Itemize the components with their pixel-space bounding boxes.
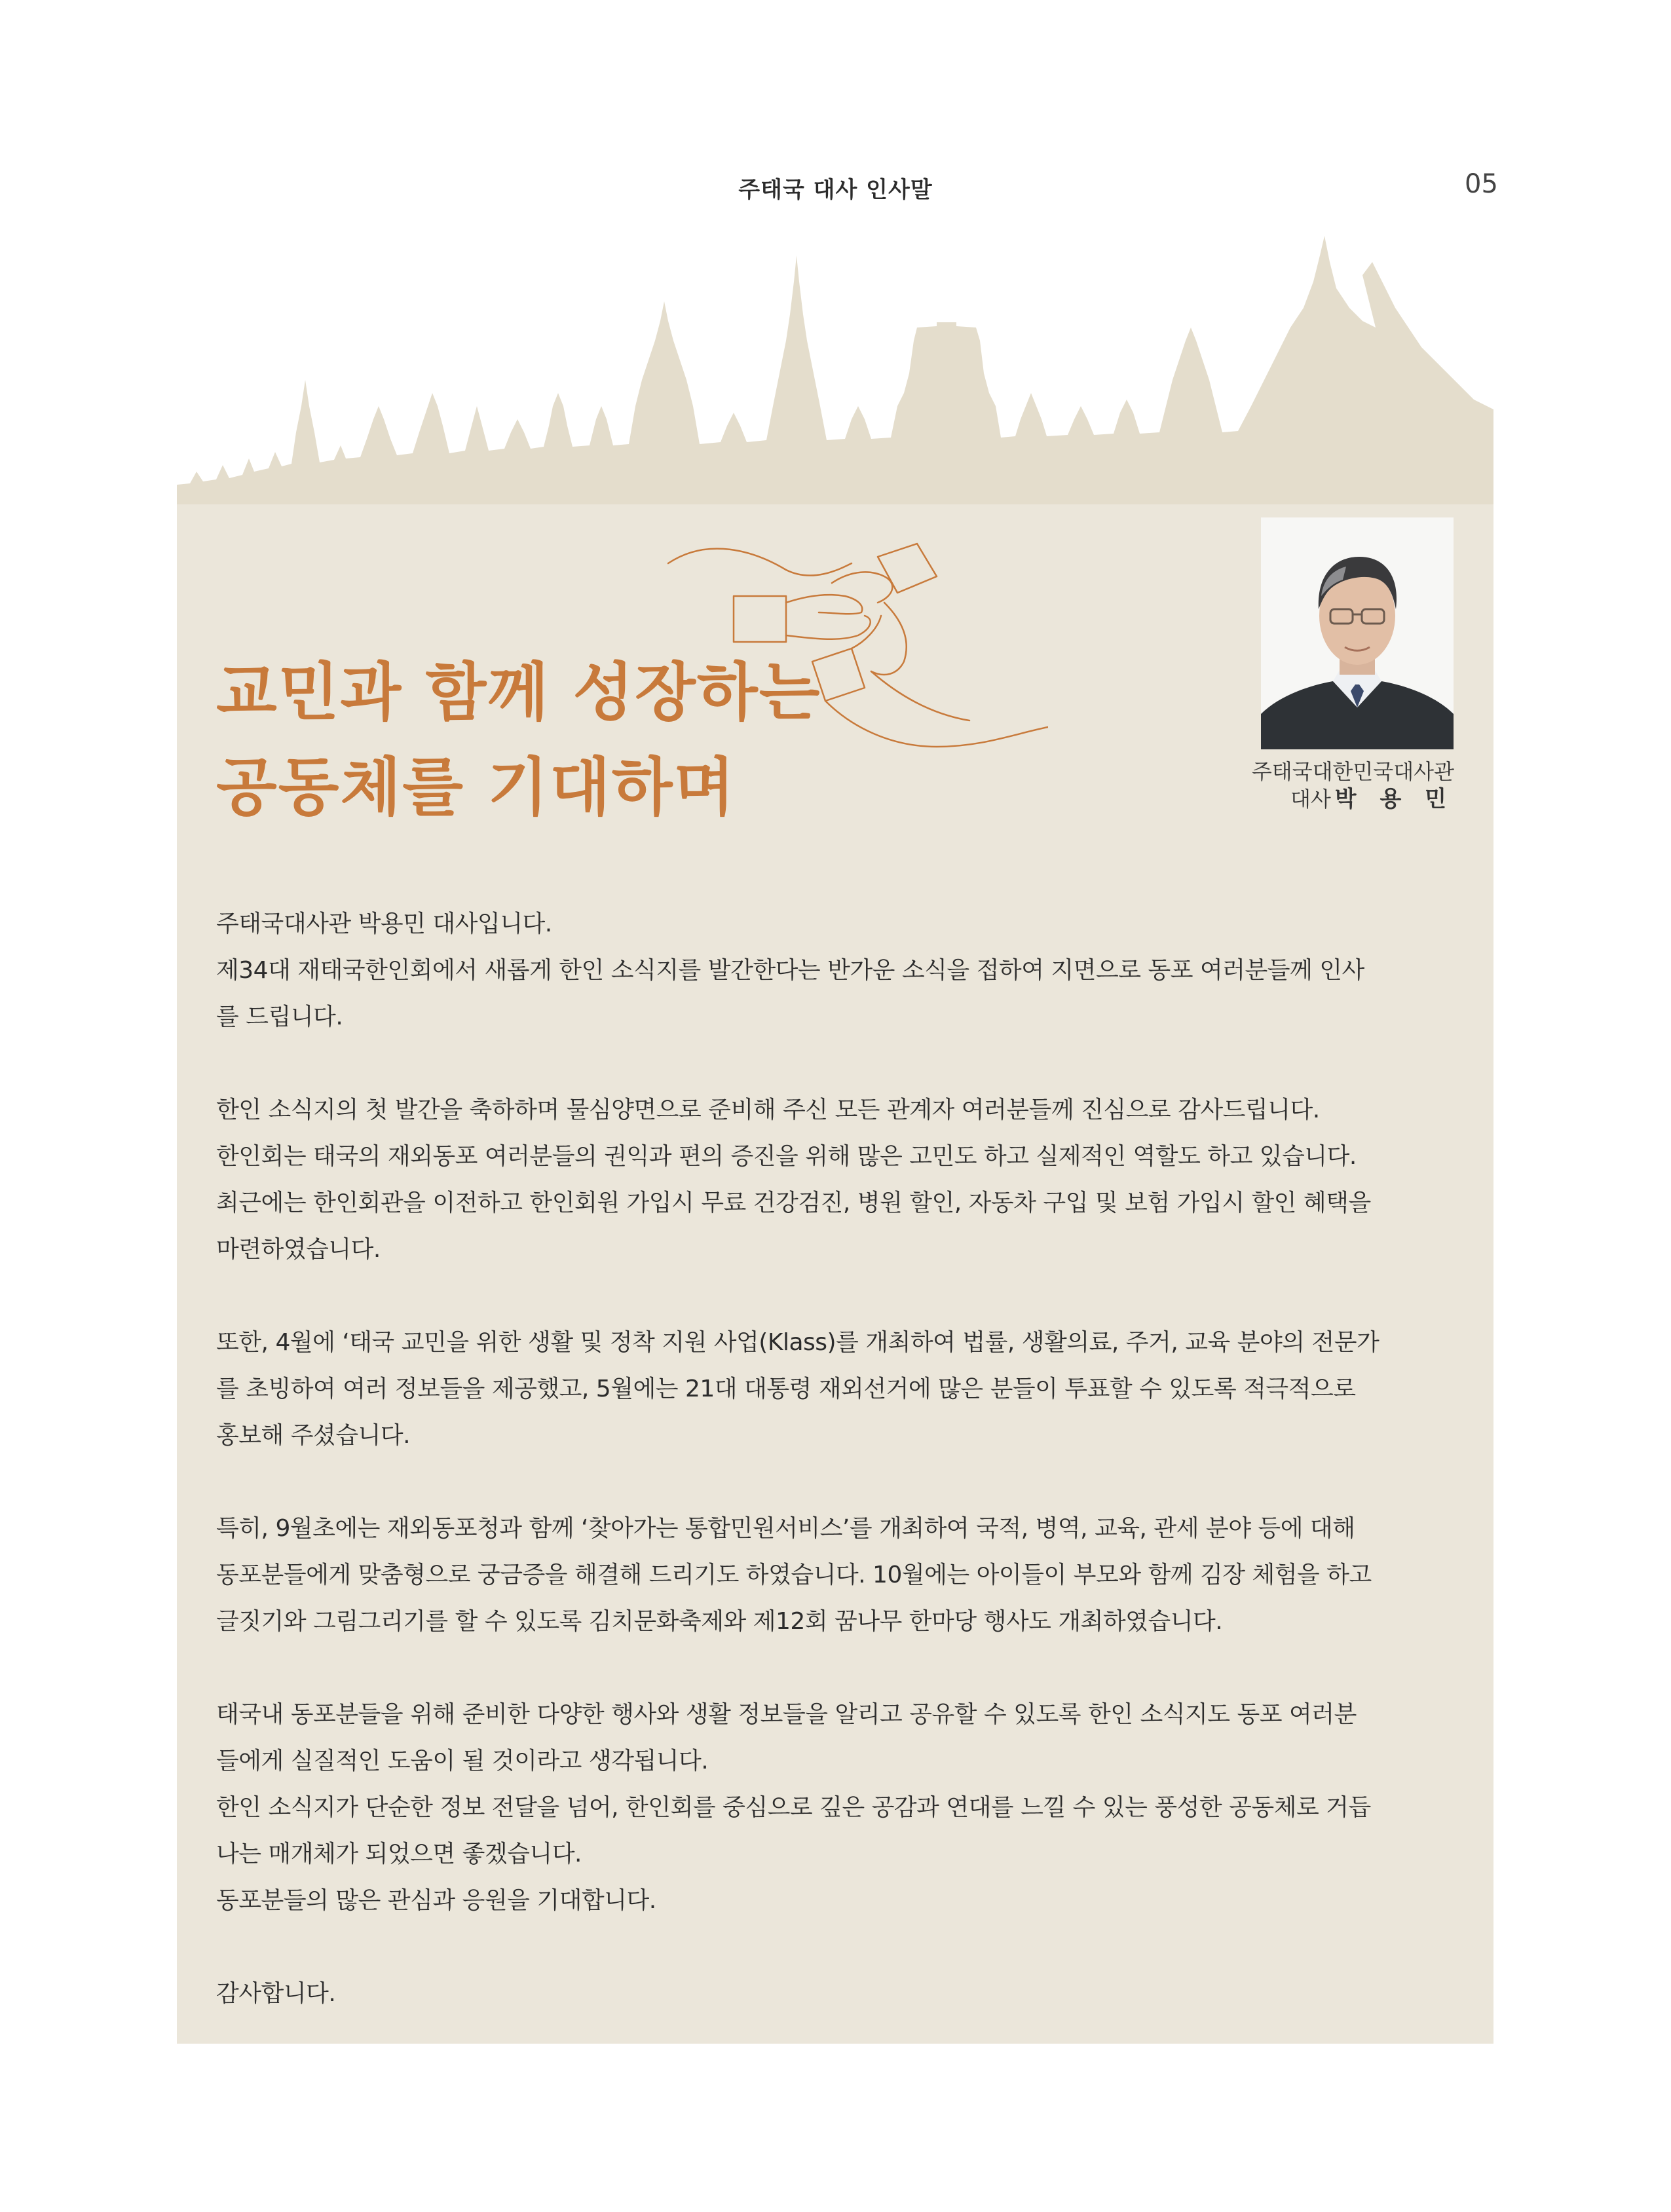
body-line: 특히, 9월초에는 재외동포청과 함께 ‘찾아가는 통합민원서비스’를 개최하여 국적, 병역, 교육, 관세 분야 등에 대해 (216, 1515, 1355, 1542)
author-caption (1179, 758, 1454, 813)
body-line: 홍보해 주셨습니다. (216, 1422, 411, 1449)
paragraph-gap (216, 1459, 1461, 1505)
body-line: 를 초빙하여 여러 정보들을 제공했고, 5월에는 21대 대통령 재외선거에 많은 분들이 투표할 수 있도록 적극적으로 (216, 1376, 1356, 1402)
temple-skyline-illustration (177, 210, 1493, 511)
portrait-photo (1261, 517, 1454, 749)
body-line: 들에게 실질적인 도움이 될 것이라고 생각됩니다. (216, 1748, 709, 1774)
body-line: 제34대 재태국한인회에서 새롭게 한인 소식지를 발간한다는 반가운 소식을 접하여 지면으로 동포 여러분들께 인사 (216, 957, 1364, 984)
body-line: 한인 소식지가 단순한 정보 전달을 넘어, 한인회를 중심으로 깊은 공감과 연대를 느낄 수 있는 풍성한 공동체로 거듭 (216, 1794, 1371, 1821)
author-title: 대사 (1290, 787, 1331, 812)
paragraph-gap (216, 1040, 1461, 1087)
body-line: 를 드립니다. (216, 1003, 343, 1030)
body-line: 나는 매개체가 되었으면 좋겠습니다. (216, 1841, 582, 1867)
body-line: 한인 소식지의 첫 발간을 축하하며 물심양면으로 준비해 주신 모든 관계자 여러분들께 진심으로 감사드립니다. (216, 1097, 1320, 1123)
author-affiliation: 주태국대한민국대사관 (1251, 759, 1454, 784)
paragraph-gap (216, 1924, 1461, 1970)
body-line: 마련하였습니다. (216, 1236, 381, 1263)
body-line: 한인회는 태국의 재외동포 여러분들의 권익과 편의 증진을 위해 많은 고민도 하고 실제적인 역할도 하고 있습니다. (216, 1143, 1357, 1170)
body-line: 또한, 4월에 ‘태국 교민을 위한 생활 및 정착 지원 사업(Klass)를 개최하여 법률, 생활의료, 주거, 교육 분야의 전문가 (216, 1329, 1380, 1356)
headline-line-1: 교민과 함께 성장하는 (216, 656, 821, 729)
author-title-line (1179, 785, 1454, 813)
body-line: 동포분들에게 맞춤형으로 궁금증을 해결해 드리기도 하였습니다. 10월에는 아이들이 부모와 함께 김장 체험을 하고 (216, 1562, 1372, 1588)
body-line: 감사합니다. (216, 1980, 336, 2007)
author-name: 박 용 민 (1334, 786, 1454, 812)
headline (216, 645, 821, 835)
body-line: 태국내 동포분들을 위해 준비한 다양한 행사와 생활 정보들을 알리고 공유할 수 있도록 한인 소식지도 동포 여러분 (216, 1701, 1357, 1728)
body-line: 주태국대사관 박용민 대사입니다. (216, 910, 552, 937)
letter-body (216, 901, 1461, 2017)
page-number: 05 (1465, 169, 1498, 199)
body-line: 최근에는 한인회관을 이전하고 한인회원 가입시 무료 건강검진, 병원 할인, 자동차 구입 및 보험 가입시 할인 혜택을 (216, 1190, 1371, 1216)
paragraph-gap (216, 1645, 1461, 1691)
headline-line-2: 공동체를 기대하며 (216, 751, 736, 824)
running-title: 주태국 대사 인사말 (738, 177, 933, 203)
body-line: 동포분들의 많은 관심과 응원을 기대합니다. (216, 1887, 656, 1914)
ambassador-portrait (1261, 517, 1454, 749)
body-line: 글짓기와 그림그리기를 할 수 있도록 김치문화축제와 제12회 꿈나무 한마당 행사도 개최하였습니다. (216, 1608, 1223, 1635)
paragraph-gap (216, 1273, 1461, 1319)
